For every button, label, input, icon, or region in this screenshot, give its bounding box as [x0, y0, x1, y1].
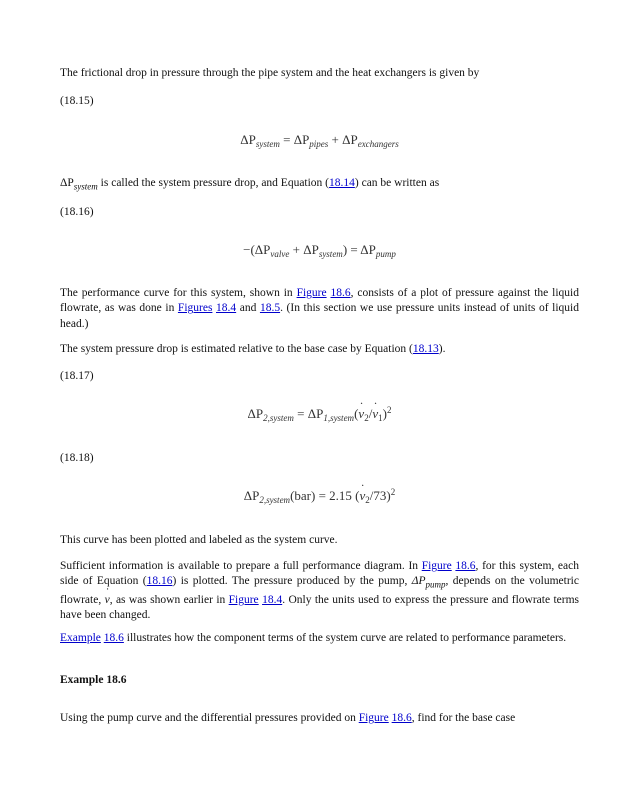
example-18-6-link[interactable]: 18.6: [103, 632, 124, 644]
figure-18-6-link[interactable]: 18.6: [455, 560, 476, 572]
equation-link-18-13[interactable]: 18.13: [412, 343, 439, 355]
example-reference-paragraph: Example 18.6 illustrates how the component terms of the system curve are related to performance parameters.: [60, 632, 567, 644]
example-heading: Example 18.6: [60, 674, 127, 686]
equation-number-18-18: (18.18): [60, 452, 94, 464]
equation-18-17: $\Delta P_{2,system}$ = $\Delta P_{1,system}(˙$ $v_2/˙$ $v_1)^2$: [60, 405, 579, 423]
figure-18-5-link[interactable]: 18.5: [259, 302, 281, 315]
figure-18-6-link[interactable]: 18.6: [391, 712, 412, 724]
equation-number-18-15: (18.15): [60, 95, 94, 107]
example-link[interactable]: Example: [60, 632, 101, 644]
delta-p-symbol: ΔP: [60, 177, 74, 189]
flowrate-symbol: ˙ v: [105, 593, 110, 608]
figure-link[interactable]: Figure: [296, 287, 327, 299]
performance-diagram-paragraph: Sufficient information is available to prepare a full performance diagram. In Figure 18.6, for this system, each side of Equation (18.16) is plotted. The pressure produced by the pump, $\Delta P_{pump}$, depends on the volumetric flowrate, ˙ v, as was shown earlier in Figure 18.4. Only the units used to express the pressure and flowrate terms have been changed.: [60, 559, 579, 623]
equation-18-18: $\Delta P_{2,system}(bar) = 2.15$ (˙ $v_2/73)^2$: [60, 487, 579, 505]
equation-number-18-17: (18.17): [60, 370, 94, 382]
figure-18-4-link[interactable]: 18.4: [262, 593, 283, 606]
system-drop-paragraph: $\Delta P_{system}$ is called the system pressure drop, and Equation (18.14) can be written as: [60, 177, 440, 192]
figure-18-6-link[interactable]: 18.6: [330, 287, 351, 299]
equation-18-15: $\Delta P_{system} = \Delta P_{pipes} + \Delta P_{exchangers}$: [240, 132, 399, 149]
performance-curve-paragraph: The performance curve for this system, shown in Figure 18.6, consists of a plot of pressure against the liquid flowrate, as was done in Figures 18.4 and 18.5. (In this section we use pressure units instead of units of liquid head.): [60, 287, 579, 330]
figure-link[interactable]: Figure: [358, 712, 389, 724]
intro-paragraph: The frictional drop in pressure through the pipe system and the heat exchangers is given by: [60, 67, 480, 79]
equation-link-18-14[interactable]: 18.14: [329, 177, 355, 189]
system-curve-paragraph: This curve has been plotted and labeled as the system curve.: [60, 534, 338, 546]
figures-link[interactable]: Figures: [177, 302, 213, 315]
figure-18-4-link[interactable]: 18.4: [216, 302, 237, 315]
figure-link[interactable]: Figure: [228, 593, 259, 606]
equation-number-18-16: (18.16): [60, 206, 94, 218]
delta-p-subscript: system: [73, 181, 98, 192]
example-problem-paragraph: Using the pump curve and the differential pressures provided on Figure 18.6, find for the base case: [60, 712, 516, 724]
figure-link[interactable]: Figure: [421, 560, 452, 572]
estimate-paragraph: The system pressure drop is estimated relative to the base case by Equation (18.13).: [60, 343, 446, 355]
equation-link-18-16[interactable]: 18.16: [146, 575, 173, 588]
equation-18-16: $-(\Delta P_{valve} + \Delta P_{system}) = \Delta P_{pump}$: [243, 242, 396, 259]
